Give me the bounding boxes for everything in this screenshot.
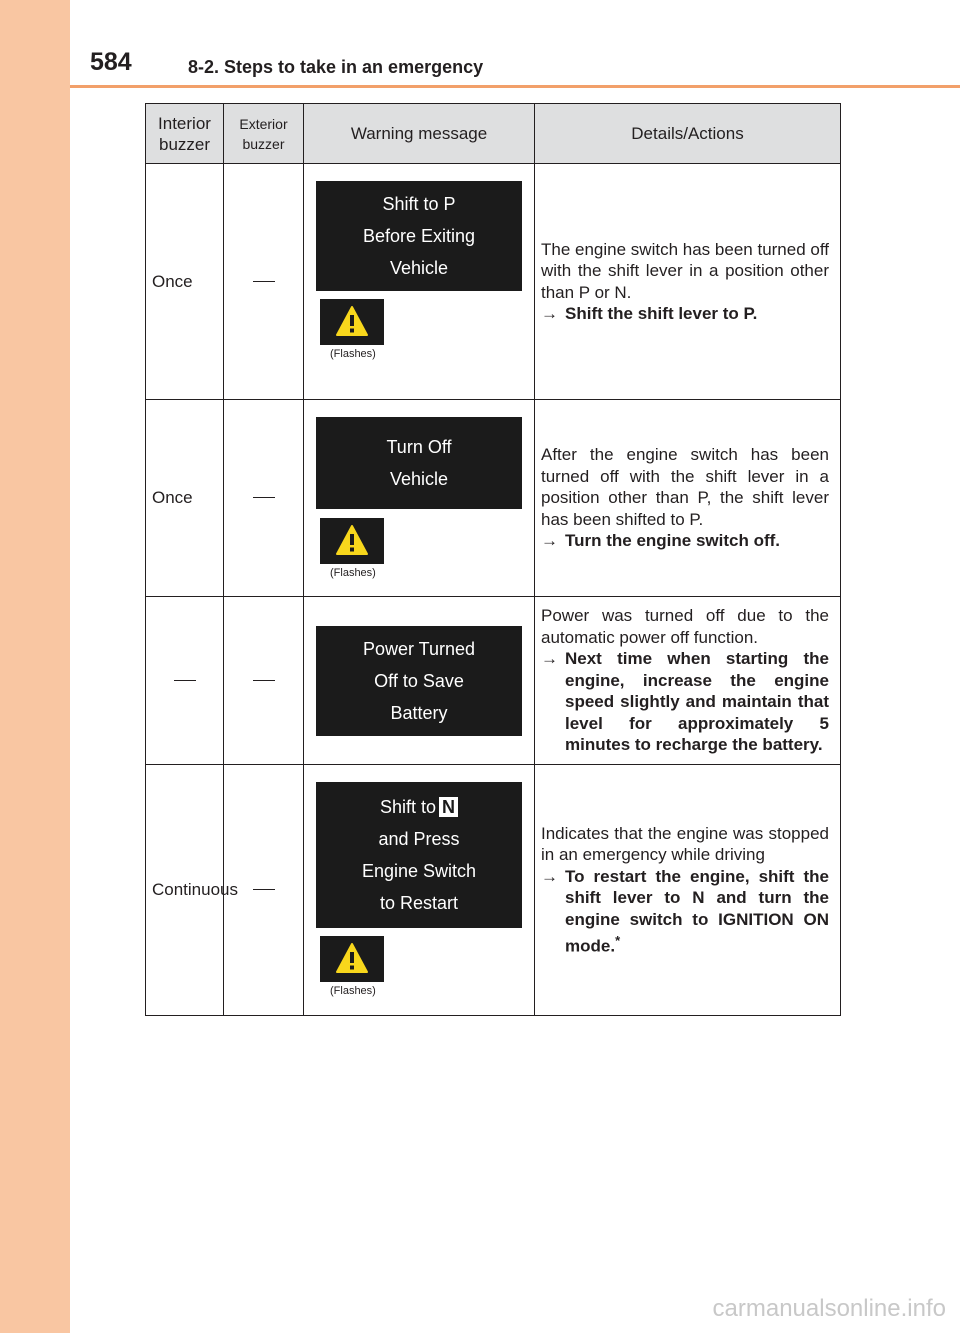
header-details-actions: Details/Actions <box>535 104 841 164</box>
header-warning-message: Warning message <box>304 104 535 164</box>
dash-mark <box>253 680 275 681</box>
interior-buzzer-cell: Once <box>146 400 224 597</box>
action-text: Shift the shift lever to P. <box>565 304 758 323</box>
flashes-caption: (Flashes) <box>330 348 376 360</box>
table-row <box>146 164 841 400</box>
page-number: 584 <box>90 48 132 76</box>
header-rule <box>70 85 960 88</box>
warning-triangle-icon <box>320 518 384 564</box>
section-title: 8-2. Steps to take in an emergency <box>188 57 484 77</box>
details-text: Power was turned off due to the automatic power off function. <box>541 606 829 647</box>
flashes-caption: (Flashes) <box>330 567 376 579</box>
table-row <box>146 400 841 597</box>
details-cell <box>535 597 841 765</box>
message-line: Before Exiting <box>362 226 476 246</box>
message-line: Vehicle <box>389 469 449 489</box>
dash-mark <box>174 680 196 681</box>
exterior-buzzer-cell <box>224 597 304 765</box>
right-arrow-icon: → <box>541 531 558 551</box>
right-arrow-icon: → <box>541 304 558 323</box>
page-header <box>70 0 960 86</box>
warning-triangle-icon <box>320 936 384 982</box>
details-cell <box>535 400 841 597</box>
warning-message-cell <box>304 765 535 1016</box>
table-header-row <box>146 104 841 164</box>
message-line: Off to Save <box>374 671 464 691</box>
action-text: Turn the engine switch off. <box>565 531 781 551</box>
watermark: carmanualsonline.info <box>712 1295 946 1322</box>
message-display <box>316 626 522 736</box>
message-text: Shift to <box>379 797 437 817</box>
action-item <box>541 648 829 756</box>
warning-message-cell <box>304 164 535 400</box>
message-display <box>316 782 522 928</box>
action-text <box>565 866 829 958</box>
warning-message-cell <box>304 400 535 597</box>
message-line: Engine Switch <box>361 861 477 881</box>
message-display <box>316 417 522 509</box>
action-text: Next time when starting the engine, increase the engine speed slightly and maintain that level for approximately 5 minutes to recharge the battery. <box>565 649 829 755</box>
interior-buzzer-cell <box>146 597 224 765</box>
dash-mark <box>253 889 275 890</box>
right-arrow-icon: → <box>541 649 558 669</box>
header-exterior-buzzer: Exterior buzzer <box>224 104 304 164</box>
interior-buzzer-cell: Continuous <box>146 765 224 1016</box>
details-text: The engine switch has been turned off with the shift lever in a position other than P or N. <box>541 239 829 302</box>
message-line: Power Turned <box>362 639 476 659</box>
message-line: Vehicle <box>389 258 449 278</box>
message-line: and Press <box>378 829 460 849</box>
warning-table <box>145 103 841 1016</box>
details-cell <box>535 164 841 400</box>
neutral-badge: N <box>439 797 458 817</box>
action-item <box>541 303 829 325</box>
interior-buzzer-cell: Once <box>146 164 224 400</box>
action-sentence: To restart the engine, shift the shift lever to N and turn the engine switch to IGNITION ON mode. <box>565 866 829 956</box>
message-line: Turn Off <box>386 437 452 457</box>
dash-mark <box>253 497 275 498</box>
flashes-caption: (Flashes) <box>330 985 376 997</box>
header-interior-buzzer: Interior buzzer <box>146 104 224 164</box>
exterior-buzzer-cell <box>224 400 304 597</box>
table-row <box>146 765 841 1016</box>
side-band <box>0 0 70 1333</box>
action-item <box>541 866 829 958</box>
details-cell <box>535 765 841 1016</box>
message-line: Battery <box>390 703 448 723</box>
dash-mark <box>253 281 275 282</box>
warning-message-cell <box>304 597 535 765</box>
details-text: After the engine switch has been turned off with the shift lever in a position other than P, the shift lever has been shifted to P. <box>541 445 829 529</box>
table-row <box>146 597 841 765</box>
message-display <box>316 181 522 291</box>
action-item <box>541 530 829 552</box>
exterior-buzzer-cell <box>224 164 304 400</box>
footnote-mark: * <box>615 933 621 949</box>
right-arrow-icon: → <box>541 866 558 886</box>
warning-triangle-icon <box>320 299 384 345</box>
message-line: Shift to P <box>382 194 456 214</box>
message-line <box>316 791 522 823</box>
message-line: to Restart <box>379 893 459 913</box>
details-text: Indicates that the engine was stopped in an emergency while driving <box>541 823 829 865</box>
